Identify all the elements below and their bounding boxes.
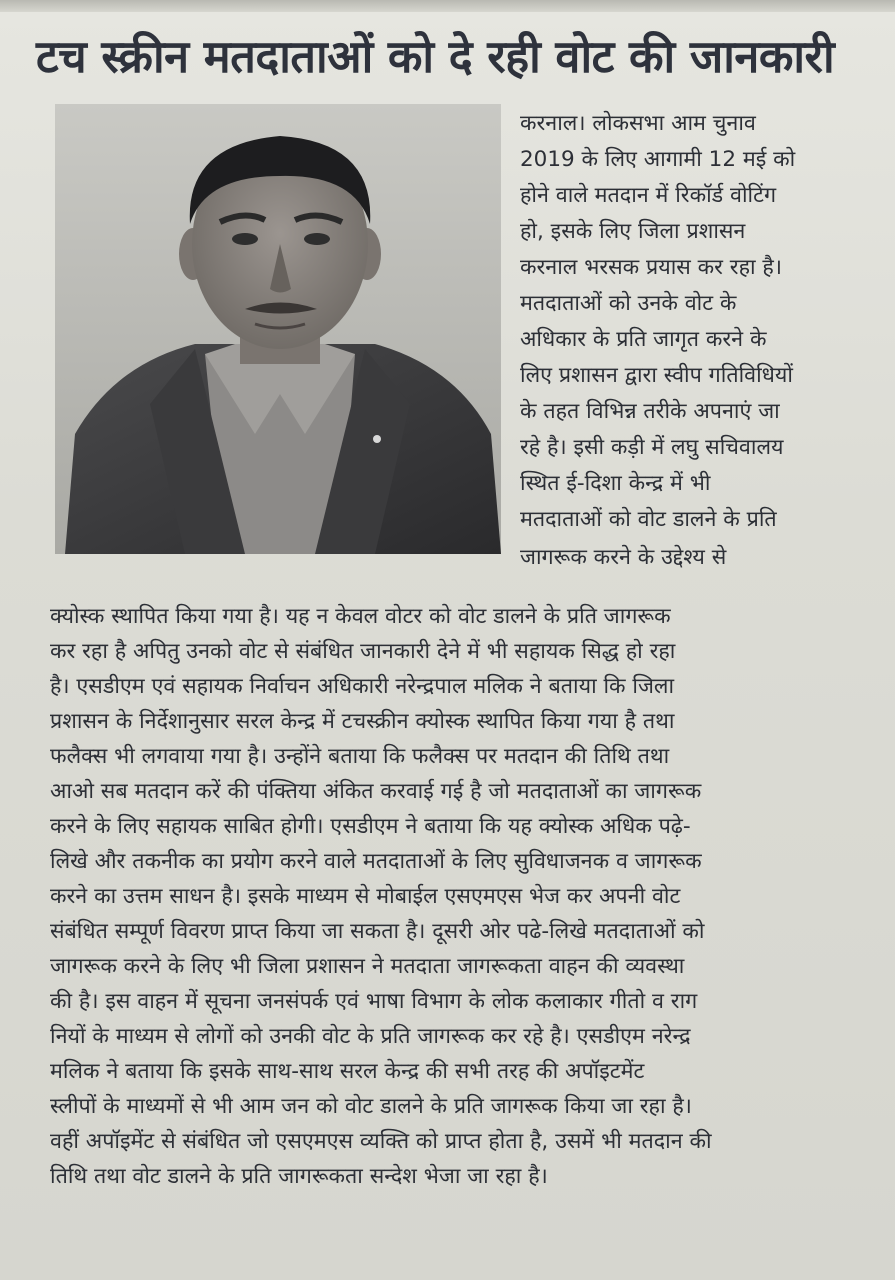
body-line: नियों के माध्यम से लोगों को उनकी वोट के प्रति जागरूक कर रहे है। एसडीएम नरेन्द्र bbox=[50, 1024, 691, 1049]
column-line: रहे है। इसी कड़ी में लघु सचिवालय bbox=[520, 435, 784, 460]
body-line: जागरूक करने के लिए भी जिला प्रशासन ने मतदाता जागरूकता वाहन की व्यवस्था bbox=[50, 954, 685, 979]
column-line: जागरूक करने के उद्देश्य से bbox=[520, 545, 727, 570]
headline: टच स्क्रीन मतदाताओं को दे रही वोट की जानकारी bbox=[36, 30, 835, 83]
column-line: अधिकार के प्रति जागृत करने के bbox=[520, 327, 767, 352]
column-line: 2019 के लिए आगामी 12 मई को bbox=[520, 147, 796, 172]
column-line: होने वाले मतदान में रिकॉर्ड वोटिंग bbox=[520, 183, 777, 208]
column-line: मतदाताओं को वोट डालने के प्रति bbox=[520, 507, 777, 532]
body-line: फलैक्स भी लगवाया गया है। उन्होंने बताया कि फलैक्स पर मतदान की तिथि तथा bbox=[50, 744, 670, 769]
body-line: वहीं अपॉइमेंट से संबंधित जो एसएमएस व्यक्ति को प्राप्त होता है, उसमें भी मतदान की bbox=[50, 1129, 712, 1154]
body-line: की है। इस वाहन में सूचना जनसंपर्क एवं भाषा विभाग के लोक कलाकार गीतो व राग bbox=[50, 989, 698, 1014]
column-line: स्थित ई-दिशा केन्द्र में भी bbox=[520, 471, 711, 496]
body-line: प्रशासन के निर्देशानुसार सरल केन्द्र में टचस्क्रीन क्योस्क स्थापित किया गया है तथा bbox=[50, 709, 675, 734]
body-line: स्लीपों के माध्यमों से भी आम जन को वोट डालने के प्रति जागरूक किया जा रहा है। bbox=[50, 1094, 692, 1119]
top-rule bbox=[0, 0, 895, 12]
column-line: मतदाताओं को उनके वोट के bbox=[520, 291, 737, 316]
column-line: के तहत विभिन्न तरीके अपनाएं जा bbox=[520, 399, 780, 424]
body-line: है। एसडीएम एवं सहायक निर्वाचन अधिकारी नरेन्द्रपाल मलिक ने बताया कि जिला bbox=[50, 674, 675, 699]
body-line: तिथि तथा वोट डालने के प्रति जागरूकता सन्देश भेजा जा रहा है। bbox=[50, 1164, 548, 1189]
column-line: लिए प्रशासन द्वारा स्वीप गतिविधियों bbox=[520, 363, 793, 388]
column-line: करनाल भरसक प्रयास कर रहा है। bbox=[520, 255, 782, 280]
portrait-photo bbox=[55, 104, 501, 554]
body-line: क्योस्क स्थापित किया गया है। यह न केवल वोटर को वोट डालने के प्रति जागरूक bbox=[50, 604, 671, 629]
body-line: कर रहा है अपितु उनको वोट से संबंधित जानकारी देने में भी सहायक सिद्ध हो रहा bbox=[50, 639, 676, 664]
body-line: आओ सब मतदान करें की पंक्तिया अंकित करवाई गई है जो मतदाताओं का जागरूक bbox=[50, 779, 702, 804]
body-line: करने के लिए सहायक साबित होगी। एसडीएम ने बताया कि यह क्योस्क अधिक पढ़े- bbox=[50, 814, 691, 839]
column-line: करनाल। लोकसभा आम चुनाव bbox=[520, 111, 756, 136]
body-line: संबंधित सम्पूर्ण विवरण प्राप्त किया जा सकता है। दूसरी ओर पढे-लिखे मतदाताओं को bbox=[50, 919, 705, 944]
body-line: मलिक ने बताया कि इसके साथ-साथ सरल केन्द्र की सभी तरह की अपॉइटमेंट bbox=[50, 1059, 645, 1084]
body-line: करने का उत्तम साधन है। इसके माध्यम से मोबाईल एसएमएस भेज कर अपनी वोट bbox=[50, 884, 681, 909]
column-line: हो, इसके लिए जिला प्रशासन bbox=[520, 219, 746, 244]
body-line: लिखे और तकनीक का प्रयोग करने वाले मतदाताओं के लिए सुविधाजनक व जागरूक bbox=[50, 849, 702, 874]
